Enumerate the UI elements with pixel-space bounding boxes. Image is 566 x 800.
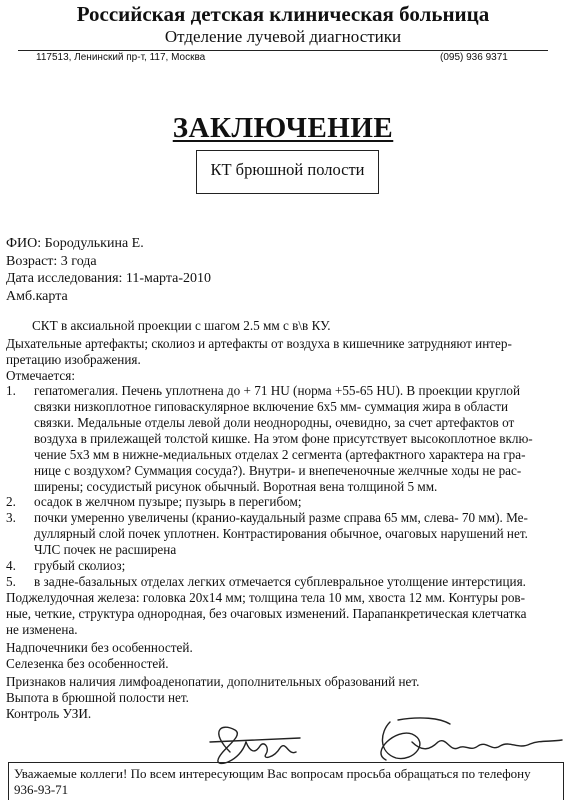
- report-noted-label: Отмечается:: [6, 368, 76, 383]
- report-artifacts-line: Дыхательные артефакты; сколиоз и артефакты от воздуха в кишечнике затрудняют интер-: [6, 336, 512, 351]
- report-intro-line: СКТ в аксиальной проекции с шагом 2.5 мм с в\в КУ.: [32, 318, 331, 333]
- hospital-address: 117513, Ленинский пр-т, 117, Москва: [36, 52, 206, 63]
- finding-1-line: связки низкоплотное гиповаскулярное включение 6х5 мм- суммация жира в области: [34, 399, 509, 414]
- department-name: Отделение лучевой диагностики: [164, 27, 402, 46]
- patient-name: ФИО: Бородулькина Е.: [6, 236, 144, 251]
- finding-4-line: грубый сколиоз;: [34, 558, 126, 573]
- finding-number: 1.: [6, 383, 16, 398]
- finding-3-line: дуллярный слой почек уплотнен. Контрастирования обычное, очаговых нарушений нет.: [34, 526, 528, 541]
- report-artifacts-line: претацию изображения.: [6, 352, 141, 367]
- finding-1-line: ширены; сосудистый рисунок обычный. Воротная вена толщиной 5 мм.: [34, 479, 438, 494]
- hospital-name: Российская детская клиническая больница: [76, 2, 490, 26]
- document-title: ЗАКЛЮЧЕНИЕ: [172, 112, 394, 144]
- footer-phone: 936-93-71: [14, 782, 69, 797]
- patient-age: Возраст: 3 года: [6, 254, 97, 269]
- outpatient-card: Амб.карта: [6, 289, 68, 304]
- hospital-phone: (095) 936 9371: [440, 52, 508, 63]
- pancreas-line: Поджелудочная железа: головка 20х14 мм; толщина тела 10 мм, хвоста 12 мм. Контуры ров-: [6, 590, 526, 605]
- finding-number: 2.: [6, 494, 16, 509]
- exam-date: Дата исследования: 11-марта-2010: [6, 271, 212, 286]
- signature-2-icon: [381, 718, 562, 760]
- signature-1-icon: [210, 727, 300, 763]
- effusion-line: Выпота в брюшной полости нет.: [6, 690, 189, 705]
- finding-5-line: в задне-базальных отделах легких отмечается субплевральное утолщение интерстиция.: [34, 574, 526, 589]
- lymph-nodes-line: Признаков наличия лимфоаденопатии, дополнительных образований нет.: [6, 674, 420, 689]
- finding-3-line: ЧЛС почек не расширена: [34, 542, 177, 557]
- finding-1-line: нице с воздухом? Суммация сосуда?). Внутри- и внепеченочные желчные ходы не рас-: [34, 463, 522, 478]
- finding-1-line: чение 5х3 мм в нижне-медиальных отделах 2 сегмента (артефактного характера на гра-: [34, 447, 526, 462]
- finding-3-line: почки умеренно увеличены (кранио-каудальный разме справа 65 мм, слева- 70 мм). Ме-: [34, 510, 528, 525]
- pancreas-line: не изменена.: [6, 622, 78, 637]
- footer-contact-text: Уважаемые коллеги! По всем интересующим Вас вопросам просьба обращаться по телефону: [14, 766, 531, 781]
- study-type: КТ брюшной полости: [210, 160, 365, 179]
- header-divider: [18, 50, 548, 51]
- pancreas-line: ные, четкие, структура однородная, без очаговых изменений. Парапанкретическая клетчатка: [6, 606, 527, 621]
- finding-2-line: осадок в желчном пузыре; пузырь в перегибом;: [34, 494, 302, 509]
- finding-number: 4.: [6, 558, 16, 573]
- adrenals-line: Надпочечники без особенностей.: [6, 640, 193, 655]
- control-line: Контроль УЗИ.: [6, 706, 92, 721]
- finding-1-line: связки. Медальные отделы левой доли неоднородны, очевидно, за счет артефактов от: [34, 415, 515, 430]
- finding-number: 5.: [6, 574, 16, 589]
- finding-1-line: гепатомегалия. Печень уплотнена до + 71 HU (норма +55-65 HU). В проекции круглой: [34, 383, 521, 398]
- spleen-line: Селезенка без особенностей.: [6, 656, 169, 671]
- finding-number: 3.: [6, 510, 16, 525]
- finding-1-line: воздуха в прилежащей толстой кишке. На этом фоне присутствует высокоплотное вклю-: [34, 431, 533, 446]
